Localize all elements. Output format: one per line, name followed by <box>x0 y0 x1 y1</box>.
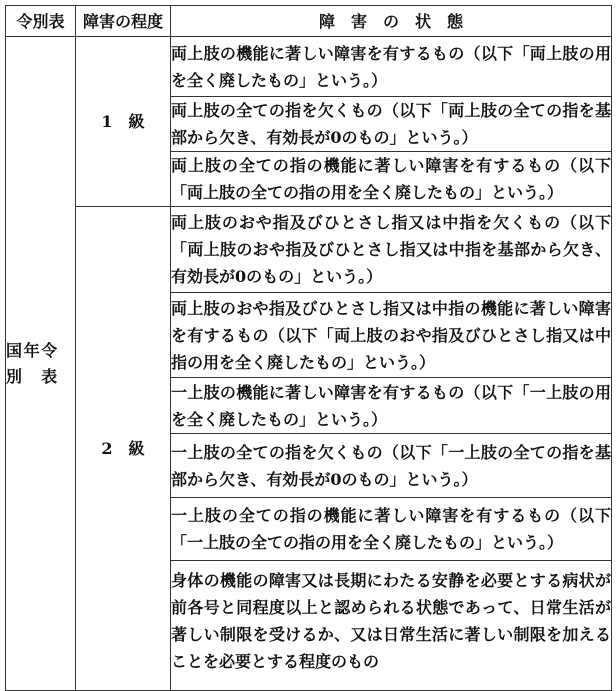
rule-table-cell <box>6 37 76 691</box>
condition-cell-1-2: 両上肢の全ての指を欠くもの（以下「両上肢の全ての指を基部から欠き、有効長が0のもの」という。） <box>171 97 612 152</box>
condition-cell-2-6: 身体の機能の障害又は長期にわたる安静を必要とする病状が前各号と同程度以上と認められる状態であって、日常生活が著しい制限を受けるか、又は日常生活に著しい制限を加えることを必要とする程度のもの <box>171 561 612 691</box>
table-row <box>6 37 612 97</box>
condition-cell-2-4: 一上肢の全ての指を欠くもの（以下「一上肢の全ての指を基部から欠き、有効長が0のもの」という。） <box>171 434 612 498</box>
condition-cell-2-2: 両上肢のおや指及びひとさし指又は中指の機能に著しい障害を有するもの（以下「両上肢のおや指及びひとさし指又は中指の用を全く廃したもの」という。） <box>171 293 612 378</box>
condition-cell-1-1: 両上肢の機能に著しい障害を有するもの（以下「両上肢の用を全く廃したもの」という。） <box>171 37 612 97</box>
table-row <box>6 207 612 293</box>
header-condition: 障 害 の 状 態 <box>171 6 612 37</box>
condition-cell-2-1: 両上肢のおや指及びひとさし指又は中指を欠くもの（以下「両上肢のおや指及びひとさし指又は中指を基部から欠き、有効長が0のもの」という。） <box>171 207 612 293</box>
grade-2-label: 2 級 <box>76 207 171 691</box>
condition-cell-1-3: 両上肢の全ての指の機能に著しい障害を有するもの（以下「両上肢の全ての指の用を全く廃したもの」という。） <box>171 152 612 207</box>
grade-1-label: 1 級 <box>76 37 171 207</box>
condition-cell-2-5: 一上肢の全ての指の機能に著しい障害を有するもの（以下「一上肢の全ての指の用を全く廃したもの」という。） <box>171 498 612 561</box>
disability-criteria-table <box>5 5 612 691</box>
condition-cell-2-3: 一上肢の機能に著しい障害を有するもの（以下「一上肢の用を全く廃したもの」という。） <box>171 378 612 434</box>
header-degree: 障害の程度 <box>76 6 171 37</box>
header-row <box>6 6 612 37</box>
rule-table-name: 国年令別表 <box>6 340 58 386</box>
header-rule-table: 令別表 <box>6 6 76 37</box>
